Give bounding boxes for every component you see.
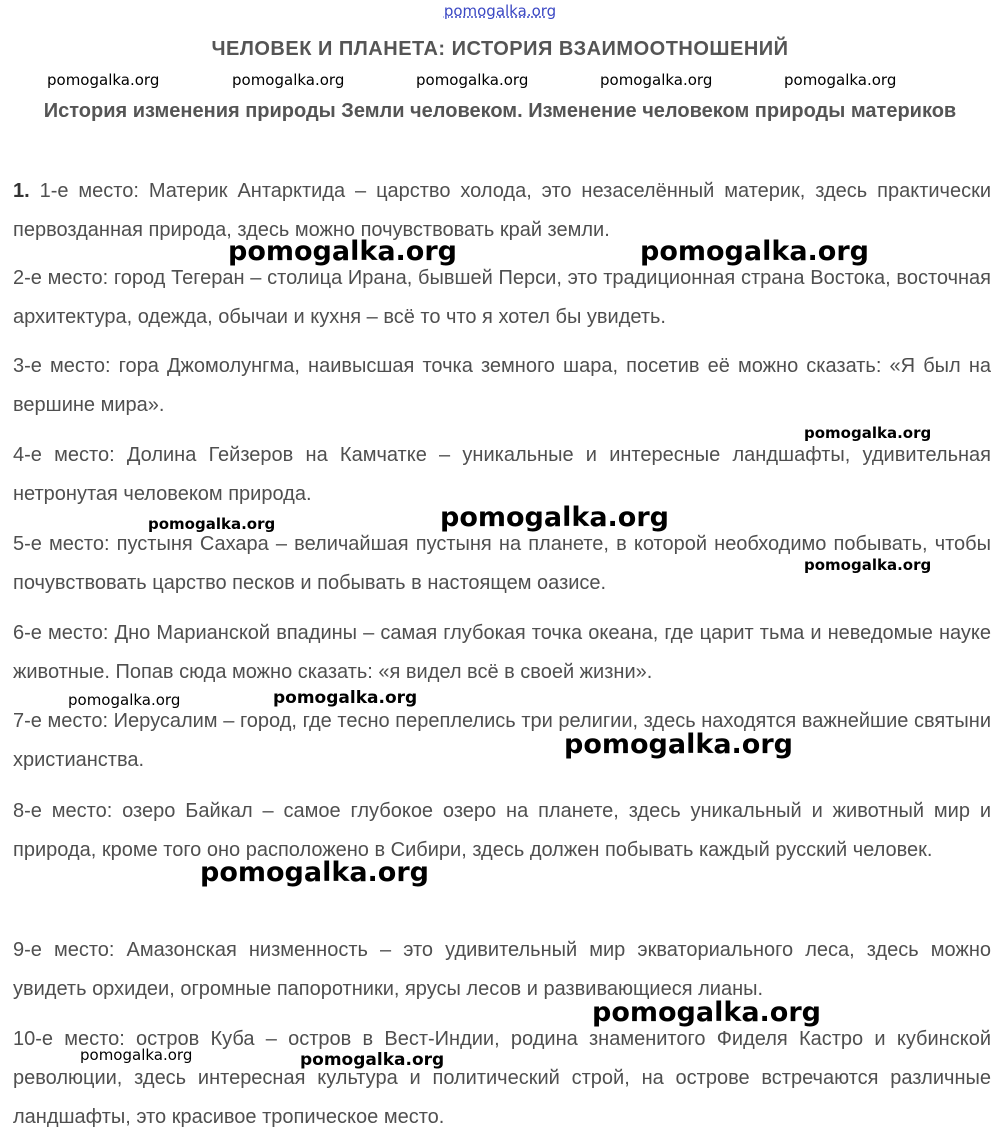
watermark: pomogalka.org: [148, 515, 276, 533]
watermark: pomogalka.org: [228, 236, 457, 267]
watermark: pomogalka.org: [232, 71, 345, 89]
watermark: pomogalka.org: [47, 71, 160, 89]
watermark: pomogalka.org: [592, 997, 821, 1028]
watermark: pomogalka.org: [273, 688, 418, 708]
watermark: pomogalka.org: [80, 1046, 193, 1064]
page-subtitle: История изменения природы Земли человеком. Изменение человеком природы материков: [43, 100, 957, 122]
paragraph-3: 3-е место: гора Джомолунгма, наивысшая точка земного шара, посетив её можно сказать: «Я был на вершине мира».: [13, 355, 991, 416]
paragraph-10: 10-е место: остров Куба – остров в Вест-Индии, родина знаменитого Фиделя Кастро и кубинской революции, здесь интересная культура и политический строй, на острове встречаются различные ландшафты, это красивое тропическое место.: [13, 1028, 991, 1128]
page-title: ЧЕЛОВЕК И ПЛАНЕТА: ИСТОРИЯ ВЗАИМООТНОШЕНИЙ: [211, 38, 789, 60]
watermark: pomogalka.org: [564, 729, 793, 760]
watermark: pomogalka.org: [784, 71, 897, 89]
paragraph-2: 2-е место: город Тегеран – столица Ирана, бывшей Перси, это традиционная страна Востока, восточная архитектура, одежда, обычаи и кухня – всё то что я хотел бы увидеть.: [13, 267, 991, 328]
paragraph-5: 5-е место: пустыня Сахара – величайшая пустыня на планете, в которой необходимо побывать, чтобы почувствовать царство песков и побывать в настоящем оазисе.: [13, 533, 991, 594]
watermark: pomogalka.org: [600, 71, 713, 89]
paragraph-4: 4-е место: Долина Гейзеров на Камчатке – уникальные и интересные ландшафты, удивительная нетронутая человеком природа.: [13, 444, 991, 505]
watermark: pomogalka.org: [804, 424, 932, 442]
watermark: pomogalka.org: [804, 556, 932, 574]
watermark: pomogalka.org: [440, 502, 669, 533]
task-number: 1.: [13, 180, 30, 202]
paragraph-1-text: 1-е место: Материк Антарктида – царство холода, это незаселённый материк, здесь практически первозданная природа, здесь можно почувствовать край земли.: [13, 180, 991, 241]
watermark: pomogalka.org: [640, 236, 869, 267]
paragraph-8: 8-е место: озеро Байкал – самое глубокое озеро на планете, здесь уникальный и животный мир и природа, кроме того оно расположено в Сибири, здесь должен побывать каждый русский человек.: [13, 800, 991, 861]
watermark: pomogalka.org: [416, 71, 529, 89]
watermark: pomogalka.org: [200, 857, 429, 888]
paragraph-6: 6-е место: Дно Марианской впадины – самая глубокая точка океана, где царит тьма и неведомые науке животные. Попав сюда можно сказать: «я видел всё в своей жизни».: [13, 622, 991, 683]
paragraph-9: 9-е место: Амазонская низменность – это удивительный мир экваториального леса, здесь можно увидеть орхидеи, огромные папоротники, ярусы лесов и развивающиеся лианы.: [13, 939, 991, 1000]
watermark: pomogalka.org: [68, 691, 181, 709]
site-header-link[interactable]: pomogalka.org: [443, 2, 557, 20]
paragraph-7: 7-е место: Иерусалим – город, где тесно переплелись три религии, здесь находятся важнейшие святыни христианства.: [13, 710, 991, 771]
watermark: pomogalka.org: [300, 1050, 445, 1070]
